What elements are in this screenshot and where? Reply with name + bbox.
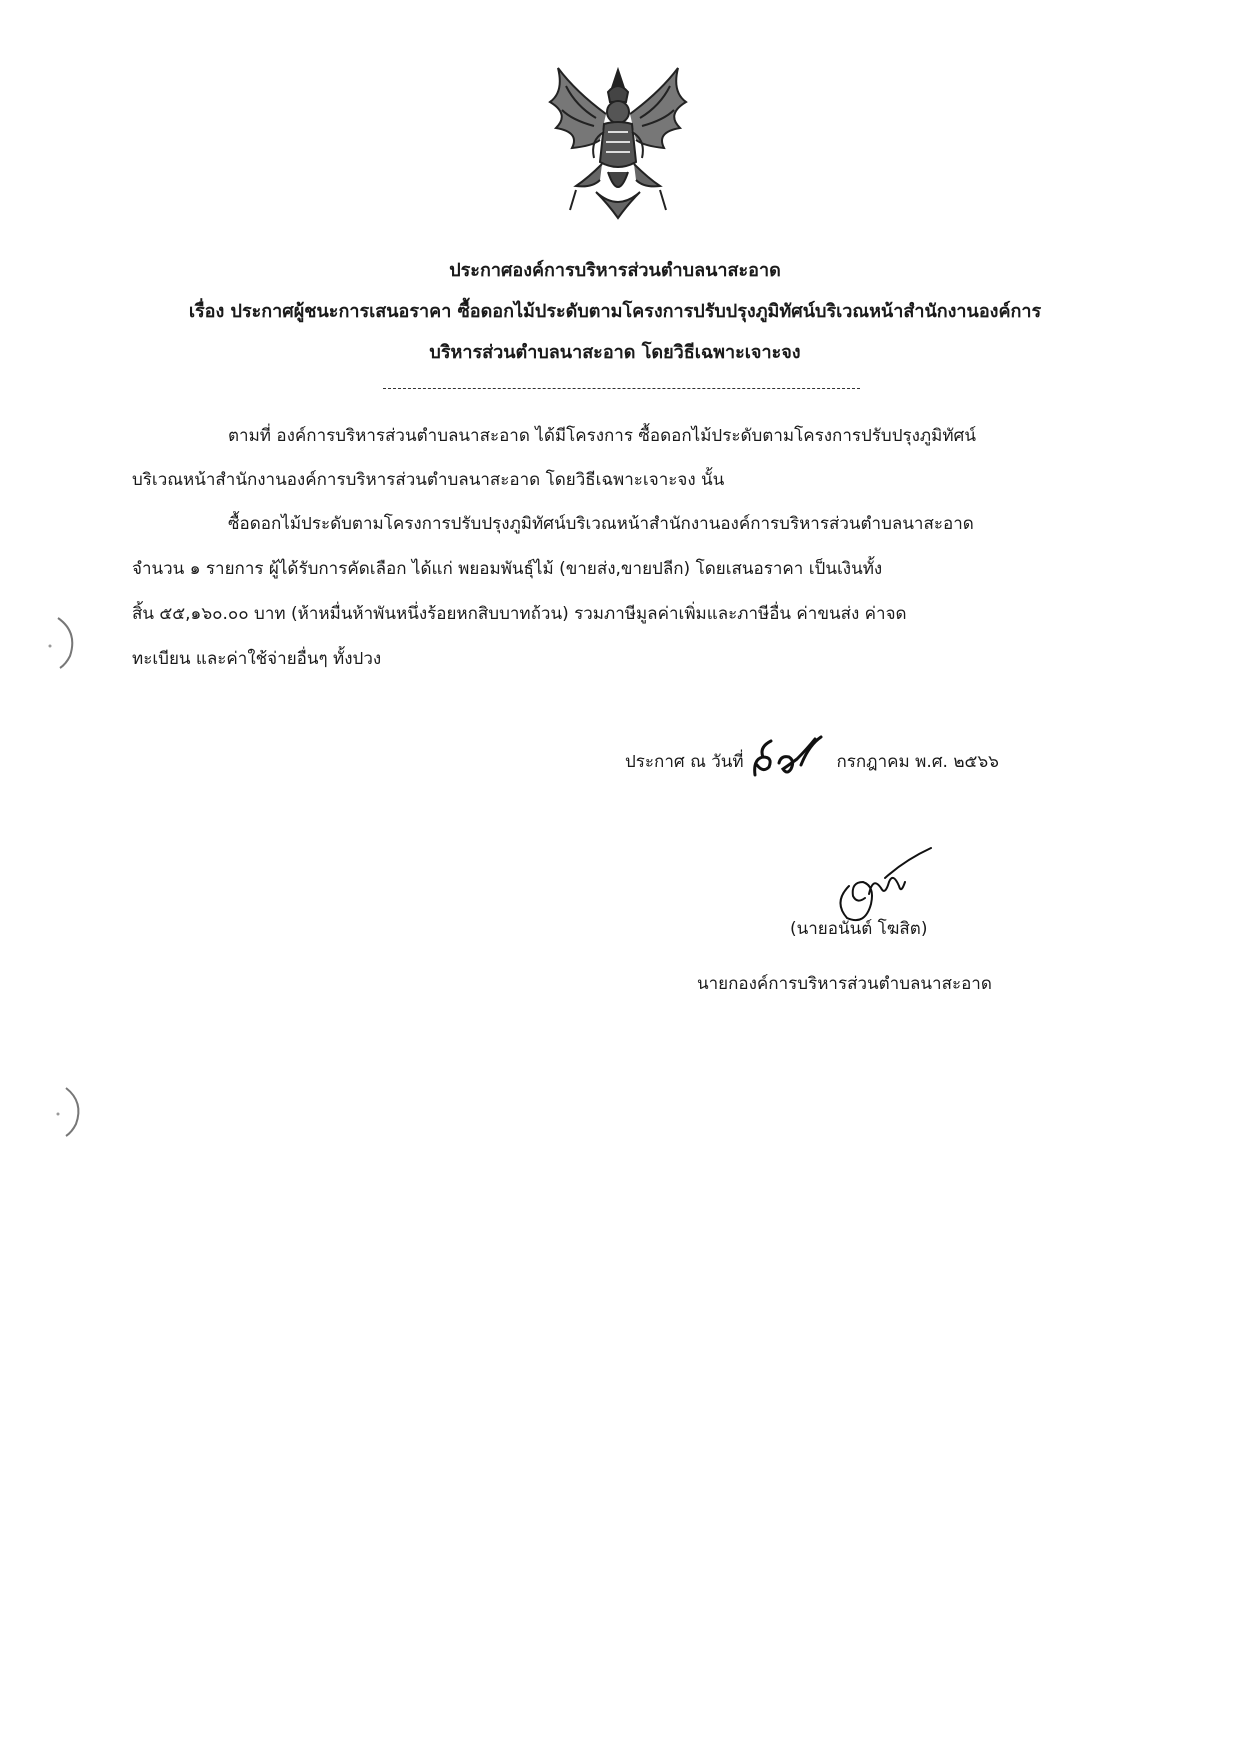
punch-hole-mark [52, 1082, 92, 1142]
title-block [110, 250, 1120, 373]
document-heading: ประกาศองค์การบริหารส่วนตำบลนาสะอาด [449, 260, 781, 281]
paragraph-2-line-2: จำนวน ๑ รายการ ผู้ได้รับการคัดเลือก ได้แก่ พยอมพันธุ์ไม้ (ขายส่ง,ขายปลีก) โดยเสนอราคา เป็นเงินทั้ง [132, 559, 883, 579]
subject-line-2: บริหารส่วนตำบลนาสะอาด โดยวิธีเฉพาะเจาะจง [429, 342, 801, 363]
signer-title: นายกองค์การบริหารส่วนตำบลนาสะอาด [697, 974, 992, 994]
announcement-prefix: ประกาศ ณ วันที่ [625, 752, 744, 772]
handwritten-day [749, 735, 831, 777]
punch-hole-mark [44, 612, 84, 672]
announcement-date [625, 735, 999, 777]
signer-name: (นายอนันต์ โฆสิต) [790, 919, 928, 939]
paragraph-2-line-4: ทะเบียน และค่าใช้จ่ายอื่นๆ ทั้งปวง [132, 649, 382, 669]
announcement-month-year: กรกฎาคม พ.ศ. ๒๕๖๖ [836, 752, 999, 772]
paragraph-1-line-1: ตามที่ องค์การบริหารส่วนตำบลนาสะอาด ได้มีโครงการ ซื้อดอกไม้ประดับตามโครงการปรับปรุงภูมิทัศน์ [228, 426, 976, 446]
paragraph-1-line-2: บริเวณหน้าสำนักงานองค์การบริหารส่วนตำบลนาสะอาด โดยวิธีเฉพาะเจาะจง นั้น [132, 470, 725, 490]
section-divider [383, 388, 860, 389]
garuda-emblem [536, 62, 700, 222]
paragraph-2-line-3: สิ้น ๕๕,๑๖๐.๐๐ บาท (ห้าหมื่นห้าพันหนึ่งร้อยหกสิบบาทถ้วน) รวมภาษีมูลค่าเพิ่มและภาษีอื่น ค่าขนส่ง ค่าจด [132, 604, 907, 624]
paragraph-2-line-1: ซื้อดอกไม้ประดับตามโครงการปรับปรุงภูมิทัศน์บริเวณหน้าสำนักงานองค์การบริหารส่วนตำบลนาสะอาด [228, 514, 974, 534]
subject-line-1: เรื่อง ประกาศผู้ชนะการเสนอราคา ซื้อดอกไม้ประดับตามโครงการปรับปรุงภูมิทัศน์บริเวณหน้าสำนักงานองค์การ [188, 301, 1042, 322]
